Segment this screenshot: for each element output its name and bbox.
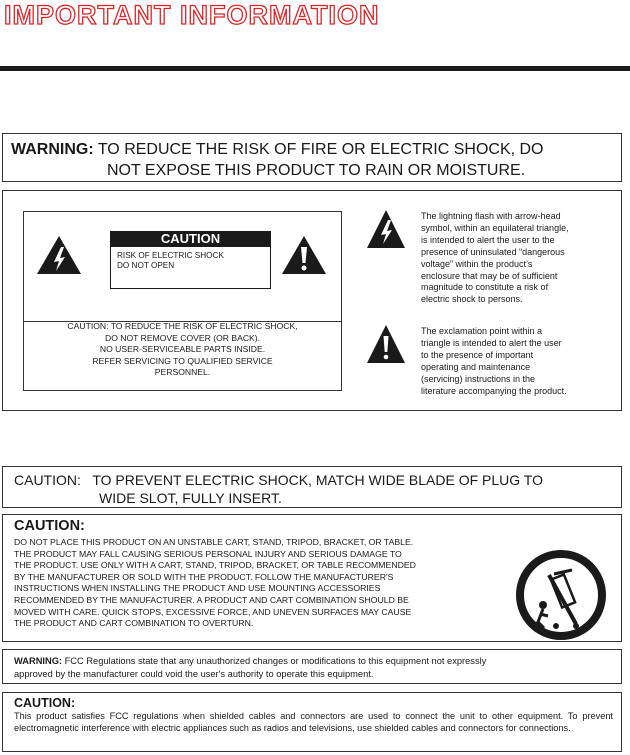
- exclamation-description: [421, 326, 616, 397]
- caution-label-line: PERSONNEL.: [154, 367, 211, 377]
- caution-plug-line1: [14, 471, 621, 489]
- cart-line: BY THE MANUFACTURER OR SOLD WITH THE PRODUCT. FOLLOW THE MANUFACTURER'S: [14, 571, 394, 582]
- cart-line: THE PRODUCT AND CART COMBINATION TO OVERTURN.: [14, 618, 254, 629]
- cart-line: RECOMMENDED BY THE MANUFACTURER. A PRODUCT AND CART COMBINATION SHOULD BE: [14, 594, 409, 605]
- exclamation-warning-icon: [366, 324, 406, 364]
- caution-sticker-header: CAUTION: [110, 231, 271, 247]
- lightning-desc-line: magnitude to constitute a risk of: [421, 282, 549, 293]
- title-divider: [0, 66, 630, 71]
- exclamation-desc-line: The exclamation point within a: [421, 326, 543, 336]
- exclamation-desc-line: (servicing) instructions in the: [421, 373, 536, 384]
- lightning-desc-line: is intended to alert the user to the: [421, 234, 555, 245]
- caution-label-line: CAUTION: TO REDUCE THE RISK OF ELECTRIC SHOCK,: [67, 321, 298, 331]
- caution-cart-text: [14, 537, 506, 630]
- lightning-desc-line: The lightning flash with arrow-head: [421, 211, 561, 221]
- caution-plug-label: CAUTION:: [14, 472, 81, 488]
- lightning-description: [421, 211, 616, 306]
- warning-rain-text2: NOT EXPOSE THIS PRODUCT TO RAIN OR MOISTURE.: [107, 162, 526, 179]
- exclamation-desc-line: to the presence of important: [421, 349, 534, 360]
- fcc-caution-title: CAUTION:: [14, 696, 76, 710]
- caution-label-line: DO NOT REMOVE COVER (OR BACK).: [104, 332, 261, 343]
- fcc-caution-box: [2, 692, 622, 752]
- fcc-warning-label: WARNING:: [14, 656, 63, 666]
- fcc-warning-line1: [14, 655, 621, 668]
- warning-rain-text1: TO REDUCE THE RISK OF FIRE OR ELECTRIC SHOCK, DO: [97, 141, 544, 158]
- caution-sticker-line2: DO NOT OPEN: [117, 261, 175, 270]
- cart-line: INSTRUCTIONS WHEN INSTALLING THE PRODUCT AND USE MOUNTING ACCESSORIES: [14, 583, 381, 594]
- exclamation-desc-line: operating and maintenance: [421, 361, 531, 372]
- caution-plug-box: [2, 466, 622, 508]
- lightning-desc-line: presence of uninsulated “dangerous: [421, 246, 565, 257]
- lightning-warning-icon: [36, 235, 82, 275]
- exclamation-desc-line: triangle is intended to alert the user: [421, 337, 562, 348]
- lightning-warning-icon: [366, 209, 406, 249]
- caution-sticker-line1: RISK OF ELECTRIC SHOCK: [117, 251, 224, 260]
- lightning-desc-line: symbol, within an equilateral triangle,: [421, 222, 569, 233]
- warning-rain-label: WARNING:: [11, 141, 94, 158]
- caution-sticker: [110, 231, 271, 289]
- caution-cart-title: CAUTION:: [14, 518, 85, 534]
- fcc-caution-text: This product satisfies FCC regulations when shielded cables and connectors are used to connect the unit to other equipment. To prevent electromagnetic interference with electric appliances such as radios and televisions, use shielded cables and connectors for connections.: [14, 711, 613, 734]
- cart-line: DO NOT PLACE THIS PRODUCT ON AN UNSTABLE CART, STAND, TRIPOD, BRACKET, OR TABLE.: [14, 537, 414, 547]
- caution-sticker-body: [110, 247, 271, 289]
- caution-plug-text1: TO PREVENT ELECTRIC SHOCK, MATCH WIDE BLADE OF PLUG TO: [92, 472, 543, 488]
- cart-line: THE PRODUCT. USE ONLY WITH A CART, STAND, TRIPOD, BRACKET, OR TABLE RECOMMENDED: [14, 560, 416, 571]
- warning-rain-line1: [11, 139, 621, 160]
- warning-rain-box: [2, 133, 622, 182]
- lightning-desc-line: voltage” within the product’s: [421, 258, 533, 269]
- page-title: IMPORTANT INFORMATION: [4, 0, 380, 30]
- caution-label-line: NO USER-SERVICEABLE PARTS INSIDE.: [99, 344, 266, 354]
- caution-plug-text2: WIDE SLOT, FULLY INSERT.: [99, 490, 282, 506]
- fcc-warning-text2: approved by the manufacturer could void the user's authority to operate this equipment.: [14, 668, 374, 679]
- lightning-desc-line: enclosure that may be of sufficient: [421, 270, 558, 281]
- symbol-explanation-box: [2, 190, 622, 411]
- exclamation-warning-icon: [281, 235, 327, 275]
- fcc-warning-box: [2, 649, 622, 684]
- cart-tipover-icon: [516, 550, 606, 640]
- cart-line: THE PRODUCT MAY FALL CAUSING SERIOUS PERSONAL INJURY AND SERIOUS DAMAGE TO: [14, 548, 402, 559]
- exclamation-desc-line: literature accompanying the product.: [421, 385, 567, 396]
- caution-label-text: [23, 309, 342, 391]
- fcc-warning-text1: FCC Regulations state that any unauthorized changes or modifications to this equipment not expressly: [64, 656, 487, 666]
- caution-label-line: REFER SERVICING TO QUALIFIED SERVICE: [92, 355, 273, 366]
- cart-line: MOVED WITH CARE. QUICK STOPS, EXCESSIVE FORCE, AND UNEVEN SURFACES MAY CAUSE: [14, 606, 412, 617]
- lightning-desc-line: electric shock to persons.: [421, 294, 523, 305]
